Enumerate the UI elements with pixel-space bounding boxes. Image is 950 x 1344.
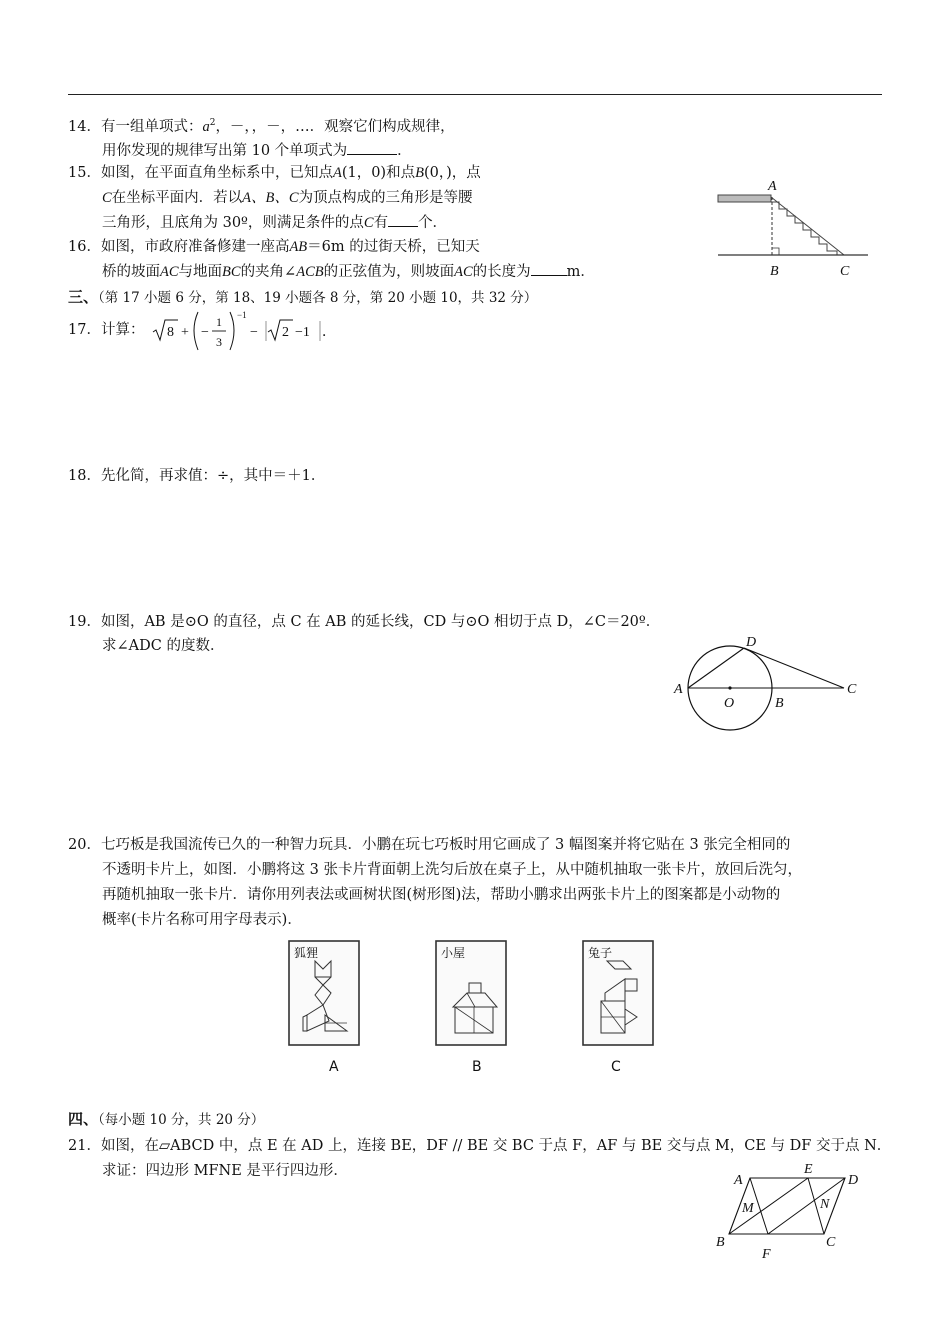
q15-coord-b: (0，)，点 bbox=[423, 165, 481, 181]
q15-text-a: 如图，在平面直角坐标系中，已知点 bbox=[100, 165, 333, 181]
card-rabbit bbox=[583, 941, 653, 1075]
q16-line1 bbox=[68, 235, 480, 256]
q17-sqrt-8: 8 bbox=[167, 325, 174, 340]
label-A: A bbox=[768, 179, 777, 194]
label-A: A bbox=[674, 682, 683, 697]
label-F: F bbox=[762, 1247, 771, 1262]
q16-text-f: 的正弦值为，则坡面 bbox=[323, 264, 455, 280]
q19-text-1: 如图，AB 是⊙O 的直径，点 C 在 AB 的延长线，CD 与⊙O 相切于点 D，∠C＝20º． bbox=[100, 614, 661, 630]
q16-ac: AC bbox=[160, 264, 179, 280]
q20-text-3: 再随机抽取一张卡片．请你用列表法或画树状图(树形图)法，帮助小鹏求出两张卡片上的图案都是小动物的 bbox=[102, 887, 781, 903]
q17-frac-num: 1 bbox=[216, 315, 222, 329]
q16-ab: AB bbox=[289, 239, 308, 255]
q15-point-c2: C bbox=[363, 215, 374, 231]
label-B: B bbox=[770, 264, 779, 279]
section-3-heading bbox=[68, 286, 537, 307]
card-hut-title: 小屋 bbox=[441, 946, 466, 960]
card-rabbit-letter: C bbox=[611, 1059, 621, 1075]
center-dot bbox=[728, 686, 731, 689]
q16-acb: ACB bbox=[296, 264, 324, 280]
q15-and: 和点 bbox=[386, 165, 416, 181]
q17-expression bbox=[150, 308, 340, 354]
q14-text-b: ，－，，－，…．观察它们构成规律， bbox=[215, 119, 455, 135]
q21-text-2: 求证：四边形 MFNE 是平行四边形． bbox=[102, 1163, 348, 1179]
card-rabbit-title: 兔子 bbox=[588, 946, 613, 960]
q17-text: 计算： bbox=[100, 322, 145, 338]
q14-text-c: 用你发现的规律写出第 10 个单项式为 bbox=[102, 143, 348, 159]
q15-coord-a: (1，0) bbox=[341, 165, 387, 181]
q20-text-1: 七巧板是我国流传已久的一种智力玩具．小鹏在玩七巧板时用它画成了 3 幅图案并将它贴在 3 张完全相同的 bbox=[100, 837, 791, 853]
q21-text-1: 如图，在▱ABCD 中，点 E 在 AD 上，连接 BE，DF // BE 交 BC 于点 F，AF 与 BE 交与点 M，CE 与 DF 交于点 N． bbox=[100, 1138, 892, 1154]
bridge-figure bbox=[712, 175, 874, 285]
card-fox bbox=[289, 941, 359, 1075]
bridge-slope bbox=[771, 197, 844, 255]
q17-plus: + bbox=[181, 325, 189, 340]
q20-text-4: 概率(卡片名称可用字母表示)． bbox=[102, 912, 302, 928]
q16-answer-blank bbox=[531, 261, 567, 276]
q15-text-e: 有 bbox=[373, 215, 389, 231]
q21-line2 bbox=[102, 1159, 348, 1180]
q16-text-g: 的长度为 bbox=[472, 264, 531, 280]
q16-text-b: ＝6m 的过街天桥，已知天 bbox=[307, 239, 480, 255]
q21-line1 bbox=[68, 1134, 891, 1155]
label-C: C bbox=[847, 682, 857, 697]
card-fox-title: 狐狸 bbox=[294, 946, 319, 960]
section-4-title: 四、 bbox=[68, 1110, 99, 1128]
line-dc bbox=[744, 648, 844, 688]
q15-point-b: B bbox=[415, 165, 424, 181]
right-angle-mark bbox=[772, 248, 779, 255]
q16-bc: BC bbox=[222, 264, 241, 280]
q15-abc: A、B、C bbox=[242, 190, 299, 206]
q21-number: 21． bbox=[68, 1138, 101, 1154]
q14-line2 bbox=[102, 139, 412, 160]
q17-frac-den: 3 bbox=[216, 335, 222, 349]
q14-number: 14． bbox=[68, 119, 101, 135]
header-rule bbox=[68, 94, 882, 95]
q17-line bbox=[68, 318, 144, 358]
q14-answer-blank bbox=[347, 140, 397, 155]
q18-number: 18． bbox=[68, 468, 101, 484]
q14-text-d: ． bbox=[397, 143, 412, 159]
label-N: N bbox=[820, 1197, 830, 1212]
q19-number: 19． bbox=[68, 614, 101, 630]
label-M: M bbox=[742, 1201, 754, 1216]
tangram-cards-figure bbox=[285, 935, 675, 1080]
q20-text-2: 不透明卡片上，如图．小鹏将这 3 张卡片背面朝上洗匀后放在桌子上，从中随机抽取一张卡片，放回后洗匀， bbox=[102, 862, 802, 878]
q17-tail: −1 bbox=[295, 325, 310, 340]
q17-sqrt-2: 2 bbox=[282, 325, 289, 340]
q15-point-a: A bbox=[332, 165, 342, 181]
q20-number: 20． bbox=[68, 837, 101, 853]
q16-text-c: 桥的坡面 bbox=[102, 264, 160, 280]
q20-line4 bbox=[102, 908, 302, 929]
label-A: A bbox=[734, 1173, 743, 1188]
label-B: B bbox=[716, 1235, 725, 1250]
q19-line2 bbox=[102, 634, 224, 655]
q16-number: 16． bbox=[68, 239, 101, 255]
section-4-note: （每小题 10 分，共 20 分） bbox=[98, 1112, 265, 1128]
q14-var-a: a bbox=[202, 119, 210, 135]
q16-ac2: AC bbox=[454, 264, 473, 280]
card-hut bbox=[436, 941, 506, 1075]
q19-line1 bbox=[68, 610, 660, 631]
q20-line3 bbox=[102, 883, 780, 904]
card-fox-letter: A bbox=[329, 1059, 339, 1075]
q16-text-e: 的夹角∠ bbox=[240, 264, 297, 280]
q17-number: 17． bbox=[68, 322, 101, 338]
line-ad bbox=[688, 648, 744, 688]
label-D: D bbox=[848, 1173, 859, 1188]
q17-end: ． bbox=[322, 325, 336, 340]
q15-point-c: C bbox=[102, 190, 112, 206]
q16-line2 bbox=[102, 260, 595, 281]
bridge-stairs bbox=[771, 195, 837, 255]
q14-line1 bbox=[68, 115, 455, 136]
q16-text-a: 如图，市政府准备修建一座高 bbox=[100, 239, 290, 255]
q17-exponent: −1 bbox=[237, 310, 247, 320]
section-3-note: （第 17 小题 6 分，第 18、19 小题各 8 分，第 20 小题 10，共 32 分） bbox=[98, 290, 538, 306]
bridge-deck bbox=[718, 195, 771, 202]
q19-text-2: 求∠ADC 的度数． bbox=[102, 638, 225, 654]
segment-df bbox=[768, 1178, 845, 1234]
circle-tangent-figure bbox=[670, 630, 870, 740]
q17-minus: − bbox=[250, 325, 258, 340]
q14-text-a: 有一组单项式： bbox=[100, 119, 203, 135]
section-3-title: 三、 bbox=[68, 288, 99, 306]
card-hut-letter: B bbox=[472, 1059, 482, 1075]
q15-text-c: 为顶点构成的三角形是等腰 bbox=[298, 190, 473, 206]
q16-text-d: 与地面 bbox=[178, 264, 223, 280]
label-D: D bbox=[746, 635, 757, 650]
label-O: O bbox=[724, 696, 735, 711]
q20-line1 bbox=[68, 833, 790, 854]
q20-line2 bbox=[102, 858, 802, 879]
q14-sup: 2 bbox=[209, 118, 216, 129]
label-E: E bbox=[804, 1162, 813, 1177]
parallelogram-figure bbox=[712, 1158, 872, 1268]
q15-line3 bbox=[102, 211, 447, 232]
q17-minus-sign: − bbox=[201, 325, 209, 340]
q15-text-f: 个． bbox=[418, 215, 448, 231]
label-B: B bbox=[775, 696, 784, 711]
q16-text-h: m． bbox=[566, 264, 595, 280]
q15-number: 15． bbox=[68, 165, 101, 181]
q15-line2 bbox=[102, 186, 473, 207]
label-C: C bbox=[826, 1235, 836, 1250]
q18-line bbox=[68, 464, 325, 485]
label-C: C bbox=[840, 264, 850, 279]
q15-answer-blank bbox=[388, 212, 418, 227]
q18-text: 先化简，再求值：÷，其中＝＋1． bbox=[100, 468, 326, 484]
section-4-heading bbox=[68, 1108, 264, 1129]
q15-text-d: 三角形，且底角为 30º，则满足条件的点 bbox=[102, 215, 364, 231]
q15-text-b: 在坐标平面内．若以 bbox=[111, 190, 243, 206]
q15-line1 bbox=[68, 161, 481, 182]
